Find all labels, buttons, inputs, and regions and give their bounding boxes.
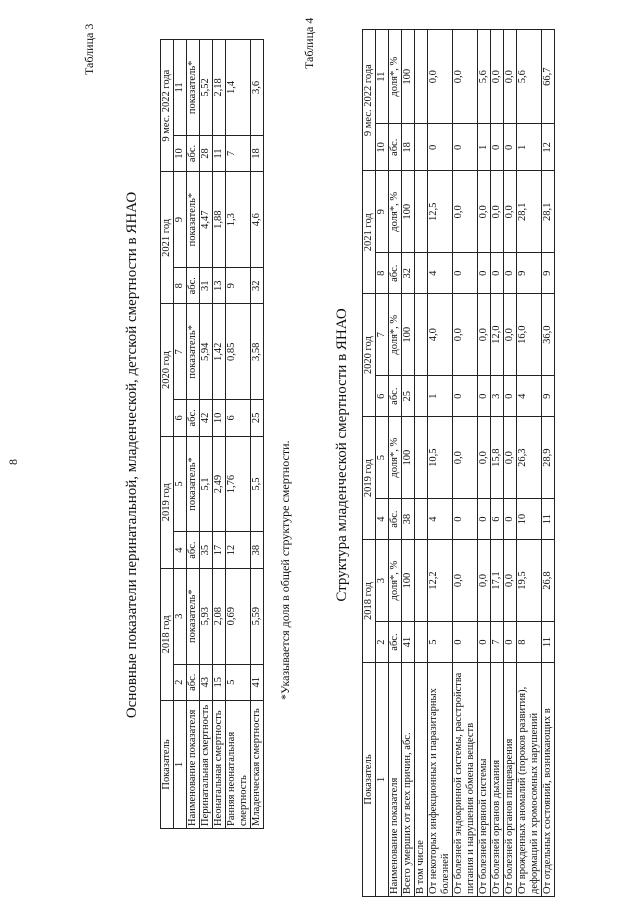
row-value: 38	[402, 499, 415, 540]
row-name: От отдельных состояний, возникающих в	[542, 663, 555, 897]
row-value: 5,52	[200, 40, 213, 136]
table4-year: 9 мес. 2022 года	[363, 30, 376, 171]
row-value: 0	[504, 499, 517, 540]
row-value: 0	[453, 124, 478, 171]
row-value: 1,3	[226, 172, 251, 268]
subheader-abs: абс.	[389, 376, 402, 417]
table4-subheader	[389, 30, 402, 897]
row-value: 4,47	[200, 172, 213, 268]
row-value: 15,8	[491, 417, 504, 499]
subheader-name: Наименование показателя	[187, 701, 200, 829]
table-row	[504, 30, 517, 897]
row-value: 0	[504, 622, 517, 663]
row-value: 35	[200, 532, 213, 568]
table4-column-numbers	[376, 30, 389, 897]
row-value: 3,58	[251, 304, 264, 400]
row-value: 12,5	[428, 171, 453, 253]
row-value	[415, 376, 428, 417]
column-number: 9	[174, 172, 187, 268]
row-value: 41	[251, 664, 264, 700]
row-value: 25	[251, 400, 264, 436]
row-value	[415, 253, 428, 294]
subheader-value: доля*, %	[389, 171, 402, 253]
table3-title: Основные показатели перинатальной, младенческой, детской смертности в ЯНАО	[124, 191, 140, 719]
row-name: Всего умерших от всех причин, абс.	[402, 663, 415, 897]
row-value	[415, 294, 428, 376]
row-value: 16,0	[517, 294, 542, 376]
row-value: 8	[517, 622, 542, 663]
row-value: 18	[251, 135, 264, 171]
row-value	[415, 124, 428, 171]
row-value: 11	[213, 135, 226, 171]
column-number: 6	[174, 400, 187, 436]
row-value: 0,0	[453, 540, 478, 622]
row-value: 5,6	[517, 30, 542, 124]
column-number: 3	[174, 568, 187, 664]
column-number: 3	[376, 540, 389, 622]
subheader-abs: абс.	[187, 267, 200, 303]
table3-year: 2019 год	[161, 436, 174, 568]
row-value: 0	[478, 253, 491, 294]
row-value: 4,6	[251, 172, 264, 268]
table-row	[491, 30, 504, 897]
row-value: 0,0	[504, 30, 517, 124]
subheader-value: показатель*	[187, 568, 200, 664]
row-value: 32	[402, 253, 415, 294]
table4-year: 2018 год	[363, 540, 376, 663]
row-value: 36,0	[542, 294, 555, 376]
subheader-abs: абс.	[187, 664, 200, 700]
row-value: 0	[453, 499, 478, 540]
row-value: 100	[402, 417, 415, 499]
column-number: 7	[376, 294, 389, 376]
row-value: 18	[402, 124, 415, 171]
row-value: 28,1	[542, 171, 555, 253]
row-value: 0	[491, 124, 504, 171]
row-value	[415, 417, 428, 499]
subheader-abs: абс.	[187, 400, 200, 436]
table3-header-indicator: Показатель	[161, 701, 174, 829]
row-value: 4	[428, 499, 453, 540]
row-value: 12,0	[491, 294, 504, 376]
row-value: 1	[478, 124, 491, 171]
subheader-value: показатель*	[187, 436, 200, 532]
row-value: 0,0	[478, 417, 491, 499]
row-value: 0	[453, 253, 478, 294]
row-value: 0	[504, 253, 517, 294]
row-value	[415, 622, 428, 663]
row-value	[415, 499, 428, 540]
row-value: 0	[504, 376, 517, 417]
column-number: 5	[174, 436, 187, 532]
row-value: 0,0	[428, 30, 453, 124]
row-value: 5	[226, 664, 251, 700]
row-value: 0,0	[453, 171, 478, 253]
table-row	[226, 40, 251, 829]
row-value: 0,0	[453, 417, 478, 499]
table4-title: Структура младенческой смертности в ЯНАО	[334, 308, 350, 602]
row-value: 0	[478, 376, 491, 417]
row-value: 42	[200, 400, 213, 436]
row-value: 13	[213, 267, 226, 303]
table4-label: Таблица 4	[302, 17, 316, 69]
row-value: 38	[251, 532, 264, 568]
row-value: 1,88	[213, 172, 226, 268]
row-value: 6	[491, 499, 504, 540]
table4-year: 2019 год	[363, 417, 376, 540]
row-value: 0,0	[478, 171, 491, 253]
table-row	[213, 40, 226, 829]
row-value: 12	[542, 124, 555, 171]
row-value: 5	[428, 622, 453, 663]
row-value: 0,0	[478, 294, 491, 376]
row-value: 0,0	[478, 540, 491, 622]
table3-footnote: *Указывается доля в общей структуре смертности.	[278, 440, 292, 700]
subheader-value: доля*, %	[389, 30, 402, 124]
row-value: 0	[478, 499, 491, 540]
row-value: 0,85	[226, 304, 251, 400]
table3-label: Таблица 3	[82, 23, 96, 75]
table-row	[453, 30, 478, 897]
row-value: 0	[478, 622, 491, 663]
column-number: 5	[376, 417, 389, 499]
table-row	[517, 30, 542, 897]
page-number: 8	[6, 459, 20, 465]
table3-year: 2018 год	[161, 568, 174, 700]
row-value: 5,6	[478, 30, 491, 124]
table4-year: 2021 год	[363, 171, 376, 294]
row-value: 5,1	[200, 436, 213, 532]
subheader-value: показатель*	[187, 304, 200, 400]
row-value: 100	[402, 30, 415, 124]
table3-year: 2020 год	[161, 304, 174, 436]
row-name: От некоторых инфекционных и паразитарных болезней	[428, 663, 453, 897]
row-value: 9	[226, 267, 251, 303]
column-number: 1	[376, 663, 389, 897]
row-value: 4,0	[428, 294, 453, 376]
row-value: 12,2	[428, 540, 453, 622]
row-value: 1,76	[226, 436, 251, 532]
row-value: 31	[200, 267, 213, 303]
row-value: 11	[542, 622, 555, 663]
row-value: 26,8	[542, 540, 555, 622]
subheader-abs: абс.	[187, 532, 200, 568]
table4-year: 2020 год	[363, 294, 376, 417]
row-name: От болезней органов дыхания	[491, 663, 504, 897]
table3-year: 2021 год	[161, 172, 174, 304]
row-value	[415, 171, 428, 253]
row-value: 9	[542, 253, 555, 294]
table3-column-numbers	[174, 40, 187, 829]
table4-header-indicator: Показатель	[363, 663, 376, 897]
row-value: 9	[517, 253, 542, 294]
subheader-value: показатель*	[187, 172, 200, 268]
table3-subheader	[187, 40, 200, 829]
column-number: 8	[376, 253, 389, 294]
table-row	[542, 30, 555, 897]
row-name: Младенческая смертность	[251, 701, 264, 829]
row-value: 0,0	[453, 30, 478, 124]
row-value: 0,0	[453, 294, 478, 376]
row-value: 17	[213, 532, 226, 568]
row-value: 15	[213, 664, 226, 700]
row-value: 26,3	[517, 417, 542, 499]
subheader-abs: абс.	[187, 135, 200, 171]
row-value: 1,4	[226, 40, 251, 136]
row-value: 100	[402, 294, 415, 376]
row-value: 100	[402, 540, 415, 622]
row-value: 5,5	[251, 436, 264, 532]
row-value: 3	[491, 376, 504, 417]
row-value: 11	[542, 499, 555, 540]
row-value: 2,18	[213, 40, 226, 136]
row-value: 0,0	[491, 171, 504, 253]
row-value: 1	[428, 376, 453, 417]
row-value: 43	[200, 664, 213, 700]
table-row	[251, 40, 264, 829]
row-value: 6	[226, 400, 251, 436]
row-value: 9	[542, 376, 555, 417]
row-value: 5,94	[200, 304, 213, 400]
subheader-name: Наименование показателя	[389, 663, 402, 897]
row-name: В том числе	[415, 663, 428, 897]
row-value: 0	[504, 124, 517, 171]
column-number: 2	[376, 622, 389, 663]
subheader-value: показатель*	[187, 40, 200, 136]
column-number: 4	[174, 532, 187, 568]
table3-year: 9 мес. 2022 года	[161, 40, 174, 172]
row-value: 12	[226, 532, 251, 568]
row-value: 4	[517, 376, 542, 417]
row-value: 1,42	[213, 304, 226, 400]
row-value: 100	[402, 171, 415, 253]
row-name: От болезней органов пищеварения	[504, 663, 517, 897]
row-value: 7	[491, 622, 504, 663]
column-number: 4	[376, 499, 389, 540]
column-number: 8	[174, 267, 187, 303]
column-number: 10	[376, 124, 389, 171]
row-value: 10	[517, 499, 542, 540]
row-value: 28	[200, 135, 213, 171]
row-value: 0,0	[504, 294, 517, 376]
column-number: 6	[376, 376, 389, 417]
row-value: 0,0	[504, 171, 517, 253]
table-row	[200, 40, 213, 829]
subheader-abs: абс.	[389, 253, 402, 294]
row-name: От болезней нервной системы	[478, 663, 491, 897]
row-value: 0,0	[504, 417, 517, 499]
row-value: 4	[428, 253, 453, 294]
row-name: От врожденных аномалий (пороков развития), деформаций и хромосомных нарушений	[517, 663, 542, 897]
row-value: 66,7	[542, 30, 555, 124]
row-value: 0	[453, 376, 478, 417]
row-value: 2,49	[213, 436, 226, 532]
column-number: 11	[174, 40, 187, 136]
row-value: 10,5	[428, 417, 453, 499]
table3	[160, 39, 264, 829]
row-value: 5,59	[251, 568, 264, 664]
row-value: 28,1	[517, 171, 542, 253]
row-value: 1	[517, 124, 542, 171]
table-row	[428, 30, 453, 897]
column-number: 1	[174, 701, 187, 829]
row-value: 7	[226, 135, 251, 171]
row-value: 17,1	[491, 540, 504, 622]
column-number: 9	[376, 171, 389, 253]
row-value: 41	[402, 622, 415, 663]
subheader-value: доля*, %	[389, 294, 402, 376]
table-row	[402, 30, 415, 897]
row-name: Перинатальная смертность	[200, 701, 213, 829]
column-number: 11	[376, 30, 389, 124]
row-value	[415, 30, 428, 124]
column-number: 10	[174, 135, 187, 171]
row-value: 0	[428, 124, 453, 171]
row-value: 28,9	[542, 417, 555, 499]
column-number: 7	[174, 304, 187, 400]
row-value: 3,6	[251, 40, 264, 136]
row-name: Ранняя неонатальная смертность	[226, 701, 251, 829]
table4	[362, 29, 555, 897]
row-value: 2,08	[213, 568, 226, 664]
table-row	[478, 30, 491, 897]
row-value: 25	[402, 376, 415, 417]
subheader-abs: абс.	[389, 499, 402, 540]
row-value: 0	[491, 253, 504, 294]
row-value: 0,0	[504, 540, 517, 622]
table-row	[415, 30, 428, 897]
row-name: От болезней эндокринной системы, расстройства питания и нарушения обмена веществ	[453, 663, 478, 897]
subheader-abs: абс.	[389, 124, 402, 171]
subheader-value: доля*, %	[389, 540, 402, 622]
row-value: 32	[251, 267, 264, 303]
row-value: 0,69	[226, 568, 251, 664]
row-value	[415, 540, 428, 622]
row-value: 5,93	[200, 568, 213, 664]
row-name: Неонатальная смертность	[213, 701, 226, 829]
subheader-value: доля*, %	[389, 417, 402, 499]
row-value: 10	[213, 400, 226, 436]
row-value: 0	[453, 622, 478, 663]
row-value: 19,5	[517, 540, 542, 622]
row-value: 0,0	[491, 30, 504, 124]
subheader-abs: абс.	[389, 622, 402, 663]
column-number: 2	[174, 664, 187, 700]
